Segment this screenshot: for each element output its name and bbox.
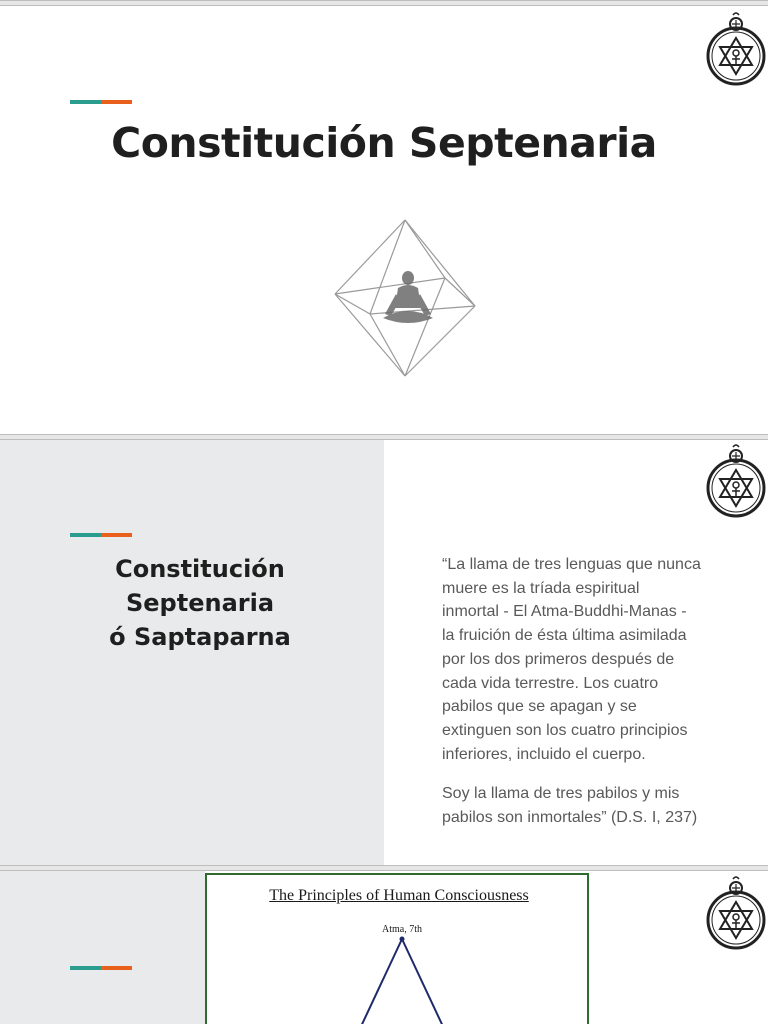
title-panel [0,871,205,1024]
quote-line: la fruición de ésta última asimilada [442,627,687,645]
theosophical-seal-icon [705,443,767,523]
quote-line: por los dos primeros después de [442,650,675,668]
quote-block [442,553,732,830]
quote-line: muere es la tríada espiritual [442,579,640,597]
meditating-figure-in-octahedron-image [325,216,485,381]
theosophical-seal-icon [705,875,767,955]
title-line: Septenaria [125,589,275,617]
accent-bar [70,966,132,970]
slide-title: Constitución Septenaria [111,119,657,167]
quote-line: “La llama de tres lenguas que nunca [442,556,701,573]
quote-line: extinguen son los cuatro principios [442,721,688,739]
quote-line: pabilos que se apagan y se [442,698,637,716]
accent-bar [70,533,132,537]
title-line: Constitución [115,555,285,583]
accent-bar-teal [70,966,101,970]
triangle-diagram [207,875,591,1024]
quote-line: inmortal - El Atma-Buddhi-Manas - [442,603,687,621]
diagram-apex-label: Atma, 7th [382,924,422,935]
quote-line: pabilos son inmortales” (D.S. I, 237) [442,809,698,827]
accent-bar-teal [70,533,101,537]
quote-line: inferiores, incluido el cuerpo. [442,745,646,763]
diagram-title: The Principles of Human Consciousness [269,887,529,904]
theosophical-seal-icon [705,11,767,91]
quote-line: Soy la llama de tres pabilos y mis [442,785,680,803]
principles-diagram [205,873,589,1024]
slide-3 [0,871,768,1024]
slide-title [0,552,400,654]
quote-line: cada vida terrestre. Los cuatro [442,674,659,692]
accent-bar-teal [70,100,101,104]
accent-bar [70,100,132,104]
accent-bar-orange [101,100,132,104]
accent-bar-orange [101,533,132,537]
slide-2 [0,440,768,865]
accent-bar-orange [101,966,132,970]
title-line: ó Saptaparna [109,623,291,651]
slide-1 [0,6,768,434]
